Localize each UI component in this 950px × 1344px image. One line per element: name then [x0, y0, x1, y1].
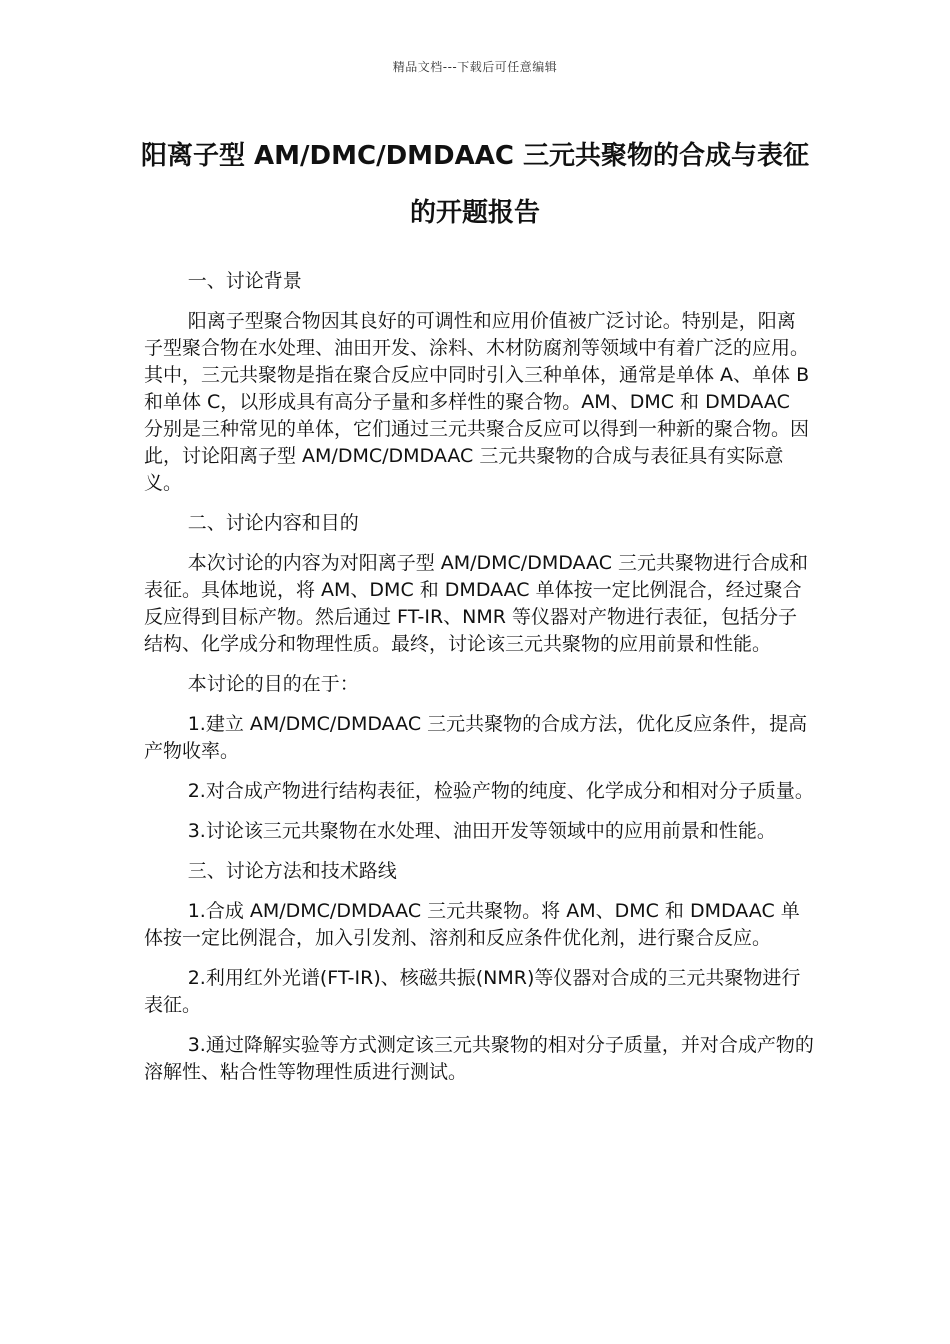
- purpose-item: 3.讨论该三元共聚物在水处理、油田开发等领域中的应用前景和性能。: [187, 820, 776, 842]
- content-paragraph: 本次讨论的内容为对阳离子型 AM/DMC/DMDAAC 三元共聚物进行合成和表征。具体地说，将 AM、DMC 和 DMDAAC 单体按一定比例混合，经过聚合反应得到目标产物。然后通过 FT-IR、NMR 等仪器对产物进行表征，包括分子结构、化学成分和物理性质。最终，讨论该三元共聚物的应用前景和性能。: [144, 552, 809, 655]
- method-step: 2.利用红外光谱(FT-IR)、核磁共振(NMR)等仪器对合成的三元共聚物进行表征。: [144, 967, 801, 1016]
- document-title: 阳离子型 AM/DMC/DMDAAC 三元共聚物的合成与表征的开题报告: [141, 141, 809, 228]
- method-step: 1.合成 AM/DMC/DMDAAC 三元共聚物。将 AM、DMC 和 DMDAAC 单体按一定比例混合，加入引发剂、溶剂和反应条件优化剂，进行聚合反应。: [144, 900, 800, 949]
- document-body: [144, 268, 814, 1099]
- section-heading-background: 一、讨论背景: [187, 270, 302, 292]
- purpose-item: 2.对合成产物进行结构表征，检验产物的纯度、化学成分和相对分子质量。: [187, 780, 814, 802]
- section-heading-methods: 三、讨论方法和技术路线: [187, 860, 397, 882]
- purpose-item: 1.建立 AM/DMC/DMDAAC 三元共聚物的合成方法，优化反应条件，提高产物收率。: [144, 713, 808, 762]
- background-paragraph: 阳离子型聚合物因其良好的可调性和应用价值被广泛讨论。特别是，阳离子型聚合物在水处理、油田开发、涂料、木材防腐剂等领域中有着广泛的应用。其中，三元共聚物是指在聚合反应中同时引入三种单体，通常是单体 A、单体 B 和单体 C，以形成具有高分子量和多样性的聚合物。AM、DMC 和 DMDAAC 分别是三种常见的单体，它们通过三元共聚合反应可以得到一种新的聚合物。因此，讨论阳离子型 AM/DMC/DMDAAC 三元共聚物的合成与表征具有实际意义。: [144, 310, 810, 494]
- section-heading-content-purpose: 二、讨论内容和目的: [187, 512, 359, 534]
- header-watermark: 精品文档---下载后可任意编辑: [392, 60, 558, 74]
- method-step: 3.通过降解实验等方式测定该三元共聚物的相对分子质量，并对合成产物的溶解性、粘合性等物理性质进行测试。: [144, 1034, 814, 1083]
- purpose-intro: 本讨论的目的在于：: [187, 673, 359, 695]
